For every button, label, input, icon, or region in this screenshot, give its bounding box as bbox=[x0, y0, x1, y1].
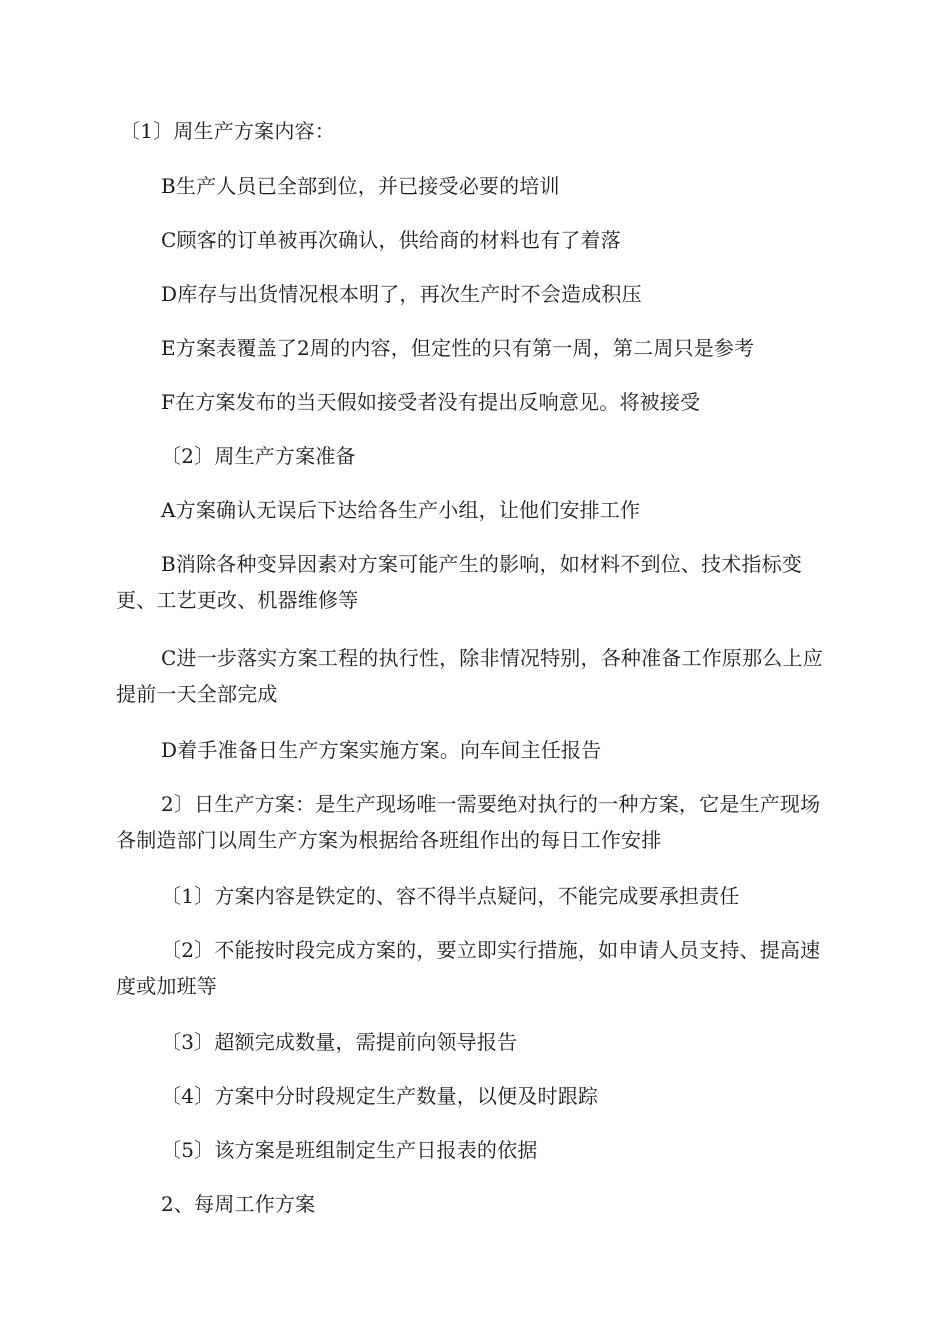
paragraph-daily-item-1: 〔1〕方案内容是铁定的、容不得半点疑问，不能完成要承担责任 bbox=[161, 884, 740, 908]
paragraph-f-release: F在方案发布的当天假如接受者没有提出反响意见。将被接受 bbox=[161, 390, 701, 414]
paragraph-daily-production-plan: 2〕日生产方案：是生产现场唯一需要绝对执行的一种方案，它是生产现场各制造部门以周生产方案为根据给各班组作出的每日工作安排 bbox=[116, 792, 821, 852]
paragraph-daily-item-2: 〔2〕不能按时段完成方案的，要立即实行措施，如申请人员支持、提高速度或加班等 bbox=[116, 938, 821, 998]
paragraph-daily-item-3: 〔3〕超额完成数量，需提前向领导报告 bbox=[161, 1030, 518, 1054]
section-heading-weekly-work-plan: 2、每周工作方案 bbox=[161, 1192, 316, 1216]
paragraph-c-orders: C顾客的订单被再次确认，供给商的材料也有了着落 bbox=[161, 228, 621, 252]
section-heading-weekly-plan-content: 〔1〕周生产方案内容： bbox=[120, 119, 335, 143]
paragraph-d-inventory: D库存与出货情况根本明了，再次生产时不会造成积压 bbox=[161, 282, 642, 306]
section-heading-weekly-plan-prep: 〔2〕周生产方案准备 bbox=[161, 444, 356, 468]
paragraph-a-dispatch: A方案确认无误后下达给各生产小组，让他们安排工作 bbox=[161, 498, 641, 522]
paragraph-b-staff: B生产人员已全部到位，并已接受必要的培训 bbox=[161, 174, 560, 198]
paragraph-daily-item-4: 〔4〕方案中分时段规定生产数量，以便及时跟踪 bbox=[161, 1084, 599, 1108]
paragraph-b-variation: B消除各种变异因素对方案可能产生的影响，如材料不到位、技术指标变更、工艺更改、机器维修等 bbox=[116, 552, 803, 612]
paragraph-daily-item-5: 〔5〕该方案是班组制定生产日报表的依据 bbox=[161, 1138, 538, 1162]
paragraph-c-execution: C进一步落实方案工程的执行性，除非情况特别，各种准备工作原那么上应提前一天全部完成 bbox=[116, 646, 823, 706]
paragraph-e-schedule: E方案表覆盖了2周的内容，但定性的只有第一周，第二周只是参考 bbox=[161, 336, 755, 360]
paragraph-d-daily-plan: D着手准备日生产方案实施方案。向车间主任报告 bbox=[161, 738, 602, 762]
